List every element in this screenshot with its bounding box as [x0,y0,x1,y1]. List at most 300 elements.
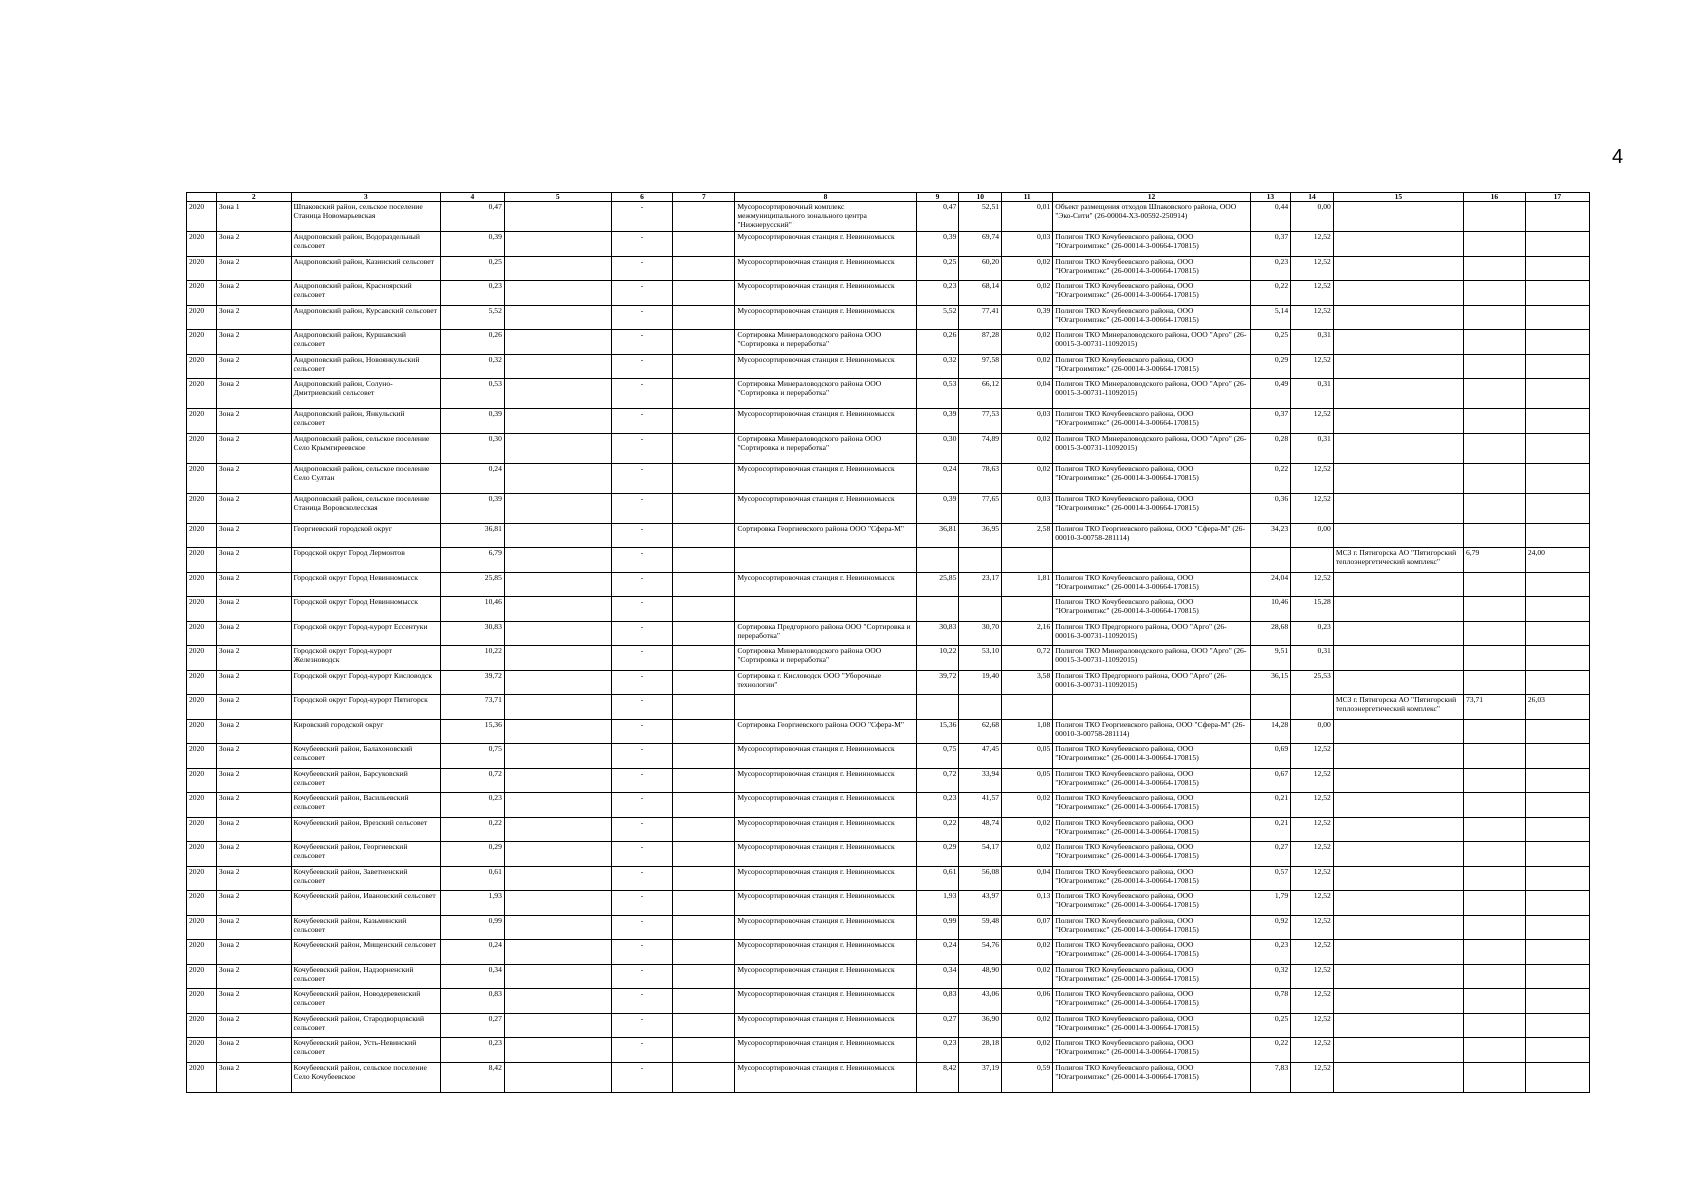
table-cell [673,548,735,573]
table-cell: - [611,817,673,842]
table-cell [1525,768,1589,793]
table-cell [1463,891,1525,916]
table-cell: 0,47 [440,202,504,232]
table-cell: 2020 [187,572,217,597]
table-cell: 0,22 [916,817,959,842]
table-cell: - [611,281,673,306]
table-cell: Мусоросортировочная станция г. Невинномысск [735,891,916,916]
table-cell [673,232,735,257]
column-header: 11 [1002,193,1053,202]
table-cell [1333,719,1463,744]
table-cell: 2020 [187,964,217,989]
table-row [187,572,1590,597]
table-cell: 0,23 [916,281,959,306]
table-cell: 0,04 [1002,866,1053,891]
table-cell: Зона 2 [216,866,291,891]
table-cell: 2020 [187,597,217,622]
table-cell: Кочубеевский район, Стародворцовский сельсовет [291,1013,440,1038]
table-cell: 0,03 [1002,493,1053,523]
table-cell: 2020 [187,915,217,940]
table-cell: Полигон ТКО Кочубеевского района, ООО "Югагроимпэкс" (26-00014-3-00664-170815) [1053,940,1250,965]
table-cell: Кочубеевский район, сельское поселение Село Кочубеевское [291,1062,440,1092]
table-cell: - [611,989,673,1014]
table-cell: Андроповский район, Красноярский сельсовет [291,281,440,306]
table-cell [916,548,959,573]
table-cell: 12,52 [1291,915,1334,940]
table-cell: Городской округ Город-курорт Ессентуки [291,621,440,646]
table-cell: 6,79 [1463,548,1525,573]
table-cell [1525,281,1589,306]
table-cell: Зона 2 [216,409,291,434]
table-cell [673,768,735,793]
table-cell [1463,433,1525,463]
table-cell: 47,45 [959,744,1002,769]
table-cell [1525,842,1589,867]
table-cell: 0,23 [1250,256,1291,281]
table-cell: 0,72 [916,768,959,793]
table-cell: 0,05 [1002,768,1053,793]
table-row [187,768,1590,793]
table-cell: Кочубеевский район, Барсуковский сельсовет [291,768,440,793]
table-cell: 15,36 [440,719,504,744]
table-cell: 2020 [187,793,217,818]
page-number: 4 [1612,146,1624,168]
table-cell: Мусоросортировочная станция г. Невинномысск [735,744,916,769]
table-cell: Андроповский район, Новоянкульский сельсовет [291,354,440,379]
table-cell: Зона 2 [216,646,291,671]
table-cell [673,793,735,818]
table-cell: 0,72 [440,768,504,793]
table-cell: 0,39 [916,232,959,257]
table-cell [1525,621,1589,646]
table-cell: 12,52 [1291,1013,1334,1038]
table-cell [1525,463,1589,493]
table-cell [1333,1062,1463,1092]
table-cell: 0,53 [916,379,959,409]
table-cell: 25,53 [1291,670,1334,695]
table-cell: 41,57 [959,793,1002,818]
table-cell: 12,52 [1291,793,1334,818]
table-cell [673,670,735,695]
table-cell [504,793,611,818]
table-cell: 3,58 [1002,670,1053,695]
table-cell: 56,08 [959,866,1002,891]
table-cell: Зона 2 [216,891,291,916]
table-row [187,989,1590,1014]
table-cell: 14,28 [1250,719,1291,744]
table-cell [1525,523,1589,548]
table-cell [1333,232,1463,257]
table-cell [1333,409,1463,434]
table-cell [1463,964,1525,989]
table-cell [673,1062,735,1092]
table-row [187,842,1590,867]
table-cell: Полигон ТКО Кочубеевского района, ООО "Югагроимпэкс" (26-00014-3-00664-170815) [1053,305,1250,330]
table-cell [504,202,611,232]
table-cell: 0,34 [440,964,504,989]
table-cell: Андроповский район, Казинский сельсовет [291,256,440,281]
table-cell [504,1062,611,1092]
table-row [187,330,1590,355]
table-cell [504,463,611,493]
table-cell: 12,52 [1291,281,1334,306]
table-cell [673,695,735,720]
table-cell: 0,23 [916,1038,959,1063]
table-cell [673,433,735,463]
table-cell [504,842,611,867]
table-cell [504,621,611,646]
table-cell: 0,02 [1002,1013,1053,1038]
column-number-row [187,193,1590,202]
table-cell: Мусоросортировочная станция г. Невинномысск [735,1038,916,1063]
table-cell: - [611,433,673,463]
table-cell [916,695,959,720]
table-cell: 0,02 [1002,940,1053,965]
table-cell [1525,1013,1589,1038]
table-cell [735,695,916,720]
table-cell: Полигон ТКО Кочубеевского района, ООО "Югагроимпэкс" (26-00014-3-00664-170815) [1053,493,1250,523]
table-cell: 9,51 [1250,646,1291,671]
table-cell [673,719,735,744]
table-cell: - [611,793,673,818]
table-cell: - [611,409,673,434]
table-cell [1463,940,1525,965]
table-row [187,379,1590,409]
table-cell: Полигон ТКО Кочубеевского района, ООО "Югагроимпэкс" (26-00014-3-00664-170815) [1053,1013,1250,1038]
table-row [187,523,1590,548]
table-cell: 2020 [187,256,217,281]
table-cell: 7,83 [1250,1062,1291,1092]
table-cell: 0,32 [440,354,504,379]
table-cell: - [611,330,673,355]
table-cell: Кочубеевский район, Казьминский сельсовет [291,915,440,940]
table-cell [1333,597,1463,622]
table-cell [1525,409,1589,434]
table-cell: Зона 2 [216,940,291,965]
table-cell: - [611,597,673,622]
table-cell: МСЗ г. Пятигорска АО "Пятигорский теплоэнергетический комплекс" [1333,548,1463,573]
table-cell [1525,719,1589,744]
table-cell: 0,39 [1002,305,1053,330]
table-cell [1291,548,1334,573]
table-cell: 0,07 [1002,915,1053,940]
table-cell [1525,256,1589,281]
table-cell: 48,74 [959,817,1002,842]
table-cell [504,572,611,597]
table-cell: Полигон ТКО Кочубеевского района, ООО "Югагроимпэкс" (26-00014-3-00664-170815) [1053,597,1250,622]
table-cell: 0,29 [916,842,959,867]
table-cell: 2020 [187,719,217,744]
table-cell: Зона 2 [216,793,291,818]
table-cell [1525,964,1589,989]
table-cell: 0,69 [1250,744,1291,769]
table-cell: Кочубеевский район, Усть-Невинский сельсовет [291,1038,440,1063]
table-cell: 0,29 [1250,354,1291,379]
table-cell: 0,02 [1002,330,1053,355]
table-cell [504,891,611,916]
table-cell: Мусоросортировочная станция г. Невинномысск [735,940,916,965]
table-cell: Полигон ТКО Кочубеевского района, ООО "Югагроимпэкс" (26-00014-3-00664-170815) [1053,463,1250,493]
table-cell: Полигон ТКО Предгорного района, ООО "Арго" (26-00016-3-00731-11092015) [1053,621,1250,646]
table-cell: Кочубеевский район, Заветненский сельсовет [291,866,440,891]
table-cell [1525,989,1589,1014]
table-cell: 39,72 [440,670,504,695]
table-row [187,256,1590,281]
table-cell: 0,23 [440,1038,504,1063]
table-cell [504,256,611,281]
table-cell: 8,42 [440,1062,504,1092]
table-cell: Сортировка Минераловодского района ООО "Сортировка и переработка" [735,433,916,463]
table-cell: Полигон ТКО Георгиевского района, ООО "Сфера-М" (26-00010-3-00758-281114) [1053,523,1250,548]
table-cell: 77,41 [959,305,1002,330]
table-cell: 0,39 [440,409,504,434]
table-cell [1463,379,1525,409]
table-cell: 0,05 [1002,744,1053,769]
table-cell [504,232,611,257]
table-cell: - [611,1038,673,1063]
table-cell [1525,354,1589,379]
table-cell: 36,90 [959,1013,1002,1038]
table-cell: 0,04 [1002,379,1053,409]
table-cell [673,572,735,597]
table-cell: 0,31 [1291,379,1334,409]
table-cell: Полигон ТКО Минераловодского района, ООО "Арго" (26-00015-3-00731-11092015) [1053,433,1250,463]
table-cell: 62,68 [959,719,1002,744]
table-cell: - [611,379,673,409]
table-cell [673,891,735,916]
table-cell: Полигон ТКО Минераловодского района, ООО "Арго" (26-00015-3-00731-11092015) [1053,646,1250,671]
table-cell: 77,53 [959,409,1002,434]
table-row [187,1062,1590,1092]
table-cell: 8,42 [916,1062,959,1092]
table-cell: 5,52 [916,305,959,330]
table-cell: 53,10 [959,646,1002,671]
table-cell: 24,04 [1250,572,1291,597]
table-cell: 2020 [187,842,217,867]
table-cell: 12,52 [1291,409,1334,434]
table-row [187,719,1590,744]
table-cell: 2020 [187,817,217,842]
table-cell: 2020 [187,989,217,1014]
table-cell: 2020 [187,621,217,646]
table-cell: 0,32 [916,354,959,379]
table-cell: Шпаковский район, сельское поселение Станица Новомарьевская [291,202,440,232]
table-cell [1525,891,1589,916]
table-cell: 12,52 [1291,768,1334,793]
table-cell [1333,433,1463,463]
table-cell: 2,16 [1002,621,1053,646]
table-cell: Мусоросортировочная станция г. Невинномысск [735,409,916,434]
column-header: 16 [1463,193,1525,202]
table-cell [1333,866,1463,891]
table-cell: Сортировка Минераловодского района ООО "Сортировка и переработка" [735,646,916,671]
table-cell: МСЗ г. Пятигорска АО "Пятигорский теплоэнергетический комплекс" [1333,695,1463,720]
table-cell [673,866,735,891]
table-cell: 2020 [187,281,217,306]
table-cell [1333,744,1463,769]
table-cell [1463,463,1525,493]
table-cell: 74,89 [959,433,1002,463]
table-cell [1463,354,1525,379]
table-cell: 0,01 [1002,202,1053,232]
table-cell: 0,22 [1250,1038,1291,1063]
table-cell: 78,63 [959,463,1002,493]
table-cell: Зона 2 [216,1013,291,1038]
table-cell: 0,37 [1250,232,1291,257]
table-cell: 25,85 [916,572,959,597]
table-cell: Андроповский район, сельское поселение Село Султан [291,463,440,493]
table-row [187,695,1590,720]
table-cell [1525,232,1589,257]
table-cell: 0,24 [440,463,504,493]
table-cell [673,989,735,1014]
table-cell: Зона 2 [216,232,291,257]
table-cell [504,940,611,965]
table-cell: - [611,842,673,867]
table-cell: Зона 2 [216,1038,291,1063]
table-cell: 2,58 [1002,523,1053,548]
table-cell: - [611,915,673,940]
table-cell: 2020 [187,1038,217,1063]
table-cell: - [611,493,673,523]
table-cell: - [611,232,673,257]
table-cell [673,256,735,281]
table-cell [1463,256,1525,281]
table-cell [1463,744,1525,769]
table-cell [1333,256,1463,281]
table-cell [1333,493,1463,523]
table-cell [504,281,611,306]
table-cell: Мусоросортировочная станция г. Невинномысск [735,817,916,842]
table-cell: Зона 2 [216,817,291,842]
table-cell: 10,46 [440,597,504,622]
table-cell [504,817,611,842]
column-header: 14 [1291,193,1334,202]
table-cell [1463,646,1525,671]
table-cell [959,548,1002,573]
table-cell: Городской округ Город-курорт Железноводск [291,646,440,671]
table-row [187,463,1590,493]
table-cell: 0,26 [916,330,959,355]
table-cell [1525,793,1589,818]
table-row [187,1013,1590,1038]
table-cell [1333,572,1463,597]
table-cell: 0,99 [916,915,959,940]
table-cell: 0,25 [916,256,959,281]
table-cell [1333,1013,1463,1038]
table-cell: 2020 [187,744,217,769]
table-cell: 87,28 [959,330,1002,355]
table-cell [1463,1038,1525,1063]
table-cell: Сортировка Георгиевского района ООО "Сфера-М" [735,719,916,744]
table-row [187,548,1590,573]
table-cell: 1,08 [1002,719,1053,744]
table-cell: 1,93 [440,891,504,916]
table-row [187,597,1590,622]
table-cell: Зона 2 [216,842,291,867]
table-body [187,202,1590,1093]
table-cell: Андроповский район, Куршавский сельсовет [291,330,440,355]
table-cell: 33,94 [959,768,1002,793]
table-cell: 36,95 [959,523,1002,548]
table-cell: 0,21 [1250,817,1291,842]
table-cell [1333,281,1463,306]
table-cell [673,330,735,355]
column-header: 12 [1053,193,1250,202]
table-cell: Зона 2 [216,433,291,463]
table-cell: 0,24 [916,463,959,493]
table-cell: Полигон ТКО Минераловодского района, ООО "Арго" (26-00015-3-00731-11092015) [1053,379,1250,409]
table-cell [504,989,611,1014]
table-cell: 0,23 [1291,621,1334,646]
table-cell [959,597,1002,622]
table-cell: 0,25 [1250,1013,1291,1038]
table-row [187,202,1590,232]
table-cell: Андроповский район, Солуно-Дмитриевский сельсовет [291,379,440,409]
table-cell [1333,330,1463,355]
table-cell: Зона 2 [216,744,291,769]
table-cell [673,1013,735,1038]
table-cell: 12,52 [1291,940,1334,965]
table-cell [673,621,735,646]
table-cell [673,463,735,493]
table-cell: 59,48 [959,915,1002,940]
table-cell [1333,621,1463,646]
table-cell: Зона 2 [216,768,291,793]
table-cell: 1,79 [1250,891,1291,916]
table-cell [1463,572,1525,597]
table-cell: Полигон ТКО Кочубеевского района, ООО "Югагроимпэкс" (26-00014-3-00664-170815) [1053,572,1250,597]
table-cell: Мусоросортировочная станция г. Невинномысск [735,463,916,493]
table-cell [504,866,611,891]
table-cell [1525,646,1589,671]
table-cell [673,744,735,769]
table-cell [673,646,735,671]
table-cell: - [611,866,673,891]
table-cell: 0,47 [916,202,959,232]
table-cell: Полигон ТКО Кочубеевского района, ООО "Югагроимпэкс" (26-00014-3-00664-170815) [1053,817,1250,842]
table-cell: Зона 1 [216,202,291,232]
table-cell: 0,78 [1250,989,1291,1014]
table-cell: 0,03 [1002,409,1053,434]
table-cell [1291,695,1334,720]
table-cell: Мусоросортировочная станция г. Невинномысск [735,915,916,940]
table-cell: 0,37 [1250,409,1291,434]
table-cell: 0,59 [1002,1062,1053,1092]
table-cell: 0,23 [440,793,504,818]
table-cell [1333,940,1463,965]
table-cell: Полигон ТКО Кочубеевского района, ООО "Югагроимпэкс" (26-00014-3-00664-170815) [1053,793,1250,818]
table-cell: Полигон ТКО Кочубеевского района, ООО "Югагроимпэкс" (26-00014-3-00664-170815) [1053,915,1250,940]
table-row [187,940,1590,965]
table-cell: Полигон ТКО Кочубеевского района, ООО "Югагроимпэкс" (26-00014-3-00664-170815) [1053,1062,1250,1092]
table-cell [1525,670,1589,695]
table-cell: 0,75 [916,744,959,769]
table-cell: Сортировка Минераловодского района ООО "Сортировка и переработка" [735,379,916,409]
table-cell [1333,202,1463,232]
table-cell: 68,14 [959,281,1002,306]
table-cell: - [611,1013,673,1038]
table-row [187,744,1590,769]
table-cell [504,719,611,744]
table-cell: Зона 2 [216,523,291,548]
table-cell: 0,02 [1002,256,1053,281]
table-cell: Мусоросортировочная станция г. Невинномысск [735,793,916,818]
column-header: 10 [959,193,1002,202]
table-cell: 10,46 [1250,597,1291,622]
table-cell: 77,65 [959,493,1002,523]
table-cell: Кочубеевский район, Врезский сельсовет [291,817,440,842]
